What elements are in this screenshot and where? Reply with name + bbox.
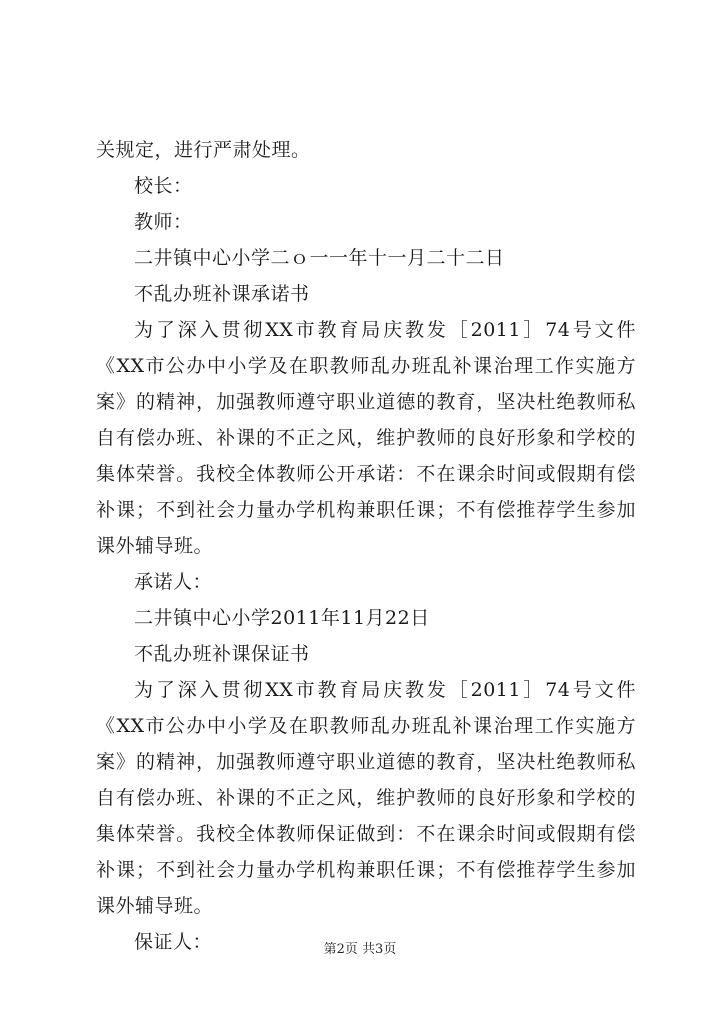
guarantee-title: 不乱办班补课保证书 xyxy=(134,643,310,665)
commitment-signer-label: 承诺人： xyxy=(134,571,213,593)
page-indicator: 第2页 共3页 xyxy=(323,942,397,957)
principal-label: 校长： xyxy=(134,175,193,197)
date-line: 二井镇中心小学二ｏ一一年十一月二十二日 xyxy=(134,247,505,269)
commitment-body: 为了深入贯彻XX市教育局庆教发［2011］74号文件《XX市公办中小学及在职教师乱办班乱补课治理工作实施方案》的精神，加强教师遵守职业道德的教育，坚决杜绝教师私自有偿办班、补课的不正之风，维护教师的良好形象和学校的集体荣誉。我校全体教师公开承诺：不在课余时间或假期有偿补课；不到社会力量办学机构兼职任课；不有偿推荐学生参加课外辅导班。 xyxy=(96,319,636,557)
teacher-label: 教师： xyxy=(134,211,193,233)
continuation-line: 关规定，进行严肃处理。 xyxy=(96,139,311,161)
commitment-date-line: 二井镇中心小学2011年11月22日 xyxy=(134,607,430,629)
guarantee-body: 为了深入贯彻XX市教育局庆教发［2011］74号文件《XX市公办中小学及在职教师乱办班乱补课治理工作实施方案》的精神，加强教师遵守职业道德的教育，坚决杜绝教师私自有偿办班、补课的不正之风，维护教师的良好形象和学校的集体荣誉。我校全体教师保证做到：不在课余时间或假期有偿补课；不到社会力量办学机构兼职任课；不有偿推荐学生参加课外辅导班。 xyxy=(96,679,636,917)
guarantee-signer-label: 保证人： xyxy=(134,931,213,953)
document-body xyxy=(96,132,636,960)
commitment-title: 不乱办班补课承诺书 xyxy=(134,283,310,305)
